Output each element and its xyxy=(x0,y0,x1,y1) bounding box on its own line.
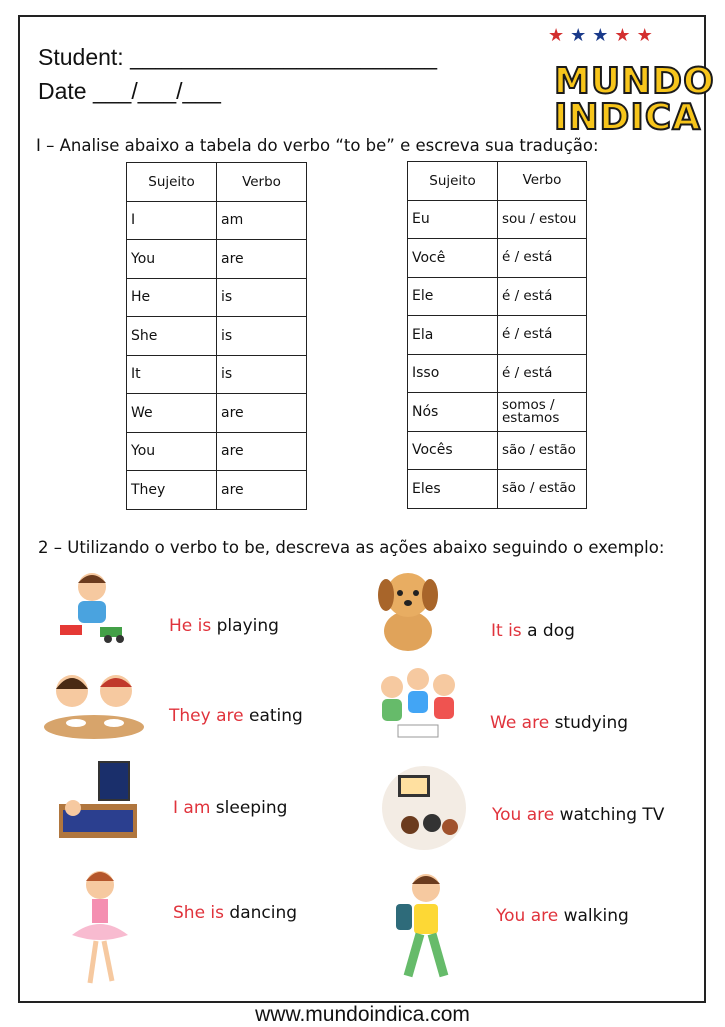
children-eating-image xyxy=(42,667,146,741)
action-sentence xyxy=(173,903,297,923)
table-cell-subject: Ela xyxy=(408,316,498,355)
student-name-line: Student: ________________________ xyxy=(38,44,438,70)
action-sentence xyxy=(496,906,629,926)
subject-verb: It is xyxy=(491,621,522,641)
table-cell-verb: are xyxy=(217,240,307,279)
action-sentence xyxy=(491,621,575,641)
logo-text-mundo: MUNDO xyxy=(554,61,715,102)
logo-text-indica: INDICA xyxy=(554,97,702,138)
action-sentence xyxy=(169,616,279,636)
action-text: watching TV xyxy=(554,805,665,825)
subject-verb: He is xyxy=(169,616,212,636)
table-cell-subject: It xyxy=(127,355,217,394)
footer-url[interactable]: www.mundoindica.com xyxy=(255,1003,470,1026)
action-text: studying xyxy=(549,713,629,733)
girl-dancing-image xyxy=(58,865,138,989)
table-header-verb: Verbo xyxy=(498,162,587,201)
table-cell-verb: é / está xyxy=(498,316,587,355)
table-cell-verb: é / está xyxy=(498,354,587,393)
action-text: playing xyxy=(211,616,279,636)
table-cell-subject: Vocês xyxy=(408,431,498,470)
question-2-instruction: 2 – Utilizando o verbo to be, descreva as ações abaixo seguindo o exemplo: xyxy=(38,538,665,557)
table-cell-subject: Nós xyxy=(408,393,498,432)
table-cell-verb: is xyxy=(217,278,307,317)
table-cell-subject: Ele xyxy=(408,277,498,316)
action-text: a dog xyxy=(521,621,575,641)
table-cell-verb: são / estão xyxy=(498,470,587,509)
table-header-subject: Sujeito xyxy=(408,162,498,201)
table-cell-subject: Você xyxy=(408,239,498,278)
table-cell-verb: are xyxy=(217,471,307,510)
action-text: eating xyxy=(243,706,303,726)
page-border xyxy=(18,15,706,1003)
table-cell-subject: She xyxy=(127,317,217,356)
subject-verb: We are xyxy=(490,713,550,733)
boy-walking-image xyxy=(390,870,460,986)
to-be-table-portuguese xyxy=(407,161,587,509)
action-sentence xyxy=(169,706,303,726)
table-cell-verb: são / estão xyxy=(498,431,587,470)
table-cell-subject: You xyxy=(127,240,217,279)
question-1-instruction: I – Analise abaixo a tabela do verbo “to be” e escreva sua tradução: xyxy=(36,136,599,155)
subject-verb: I am xyxy=(173,798,211,818)
table-cell-subject: He xyxy=(127,278,217,317)
subject-verb: You are xyxy=(492,805,555,825)
table-cell-verb: is xyxy=(217,317,307,356)
subject-verb: They are xyxy=(169,706,244,726)
table-cell-verb: are xyxy=(217,394,307,433)
table-cell-subject: Eles xyxy=(408,470,498,509)
table-cell-verb: é / está xyxy=(498,239,587,278)
subject-verb: You are xyxy=(496,906,559,926)
boy-sleeping-image xyxy=(55,760,141,844)
action-sentence xyxy=(490,713,628,733)
boy-playing-image xyxy=(50,567,132,645)
table-cell-subject: You xyxy=(127,432,217,471)
table-header-subject: Sujeito xyxy=(127,163,217,202)
mundo-indica-logo xyxy=(548,25,715,138)
to-be-table-english xyxy=(126,162,307,510)
stars-icon: ★★★★★ xyxy=(548,25,659,46)
table-cell-verb: are xyxy=(217,432,307,471)
table-cell-verb: é / está xyxy=(498,277,587,316)
puppy-image xyxy=(370,565,446,653)
table-cell-verb: am xyxy=(217,201,307,240)
action-sentence xyxy=(492,805,664,825)
family-watching-tv-image xyxy=(380,765,468,851)
table-cell-subject: I xyxy=(127,201,217,240)
date-line: Date ___/___/___ xyxy=(38,78,221,104)
table-cell-subject: Isso xyxy=(408,354,498,393)
table-cell-subject: We xyxy=(127,394,217,433)
action-text: sleeping xyxy=(210,798,288,818)
table-cell-subject: They xyxy=(127,471,217,510)
action-text: dancing xyxy=(224,903,298,923)
table-cell-subject: Eu xyxy=(408,200,498,239)
table-header-verb: Verbo xyxy=(217,163,307,202)
action-text: walking xyxy=(558,906,629,926)
table-cell-verb: sou / estou xyxy=(498,200,587,239)
action-sentence xyxy=(173,798,287,818)
table-cell-verb: is xyxy=(217,355,307,394)
children-studying-image xyxy=(370,665,468,743)
table-cell-verb: somos / estamos xyxy=(498,393,587,432)
subject-verb: She is xyxy=(173,903,225,923)
